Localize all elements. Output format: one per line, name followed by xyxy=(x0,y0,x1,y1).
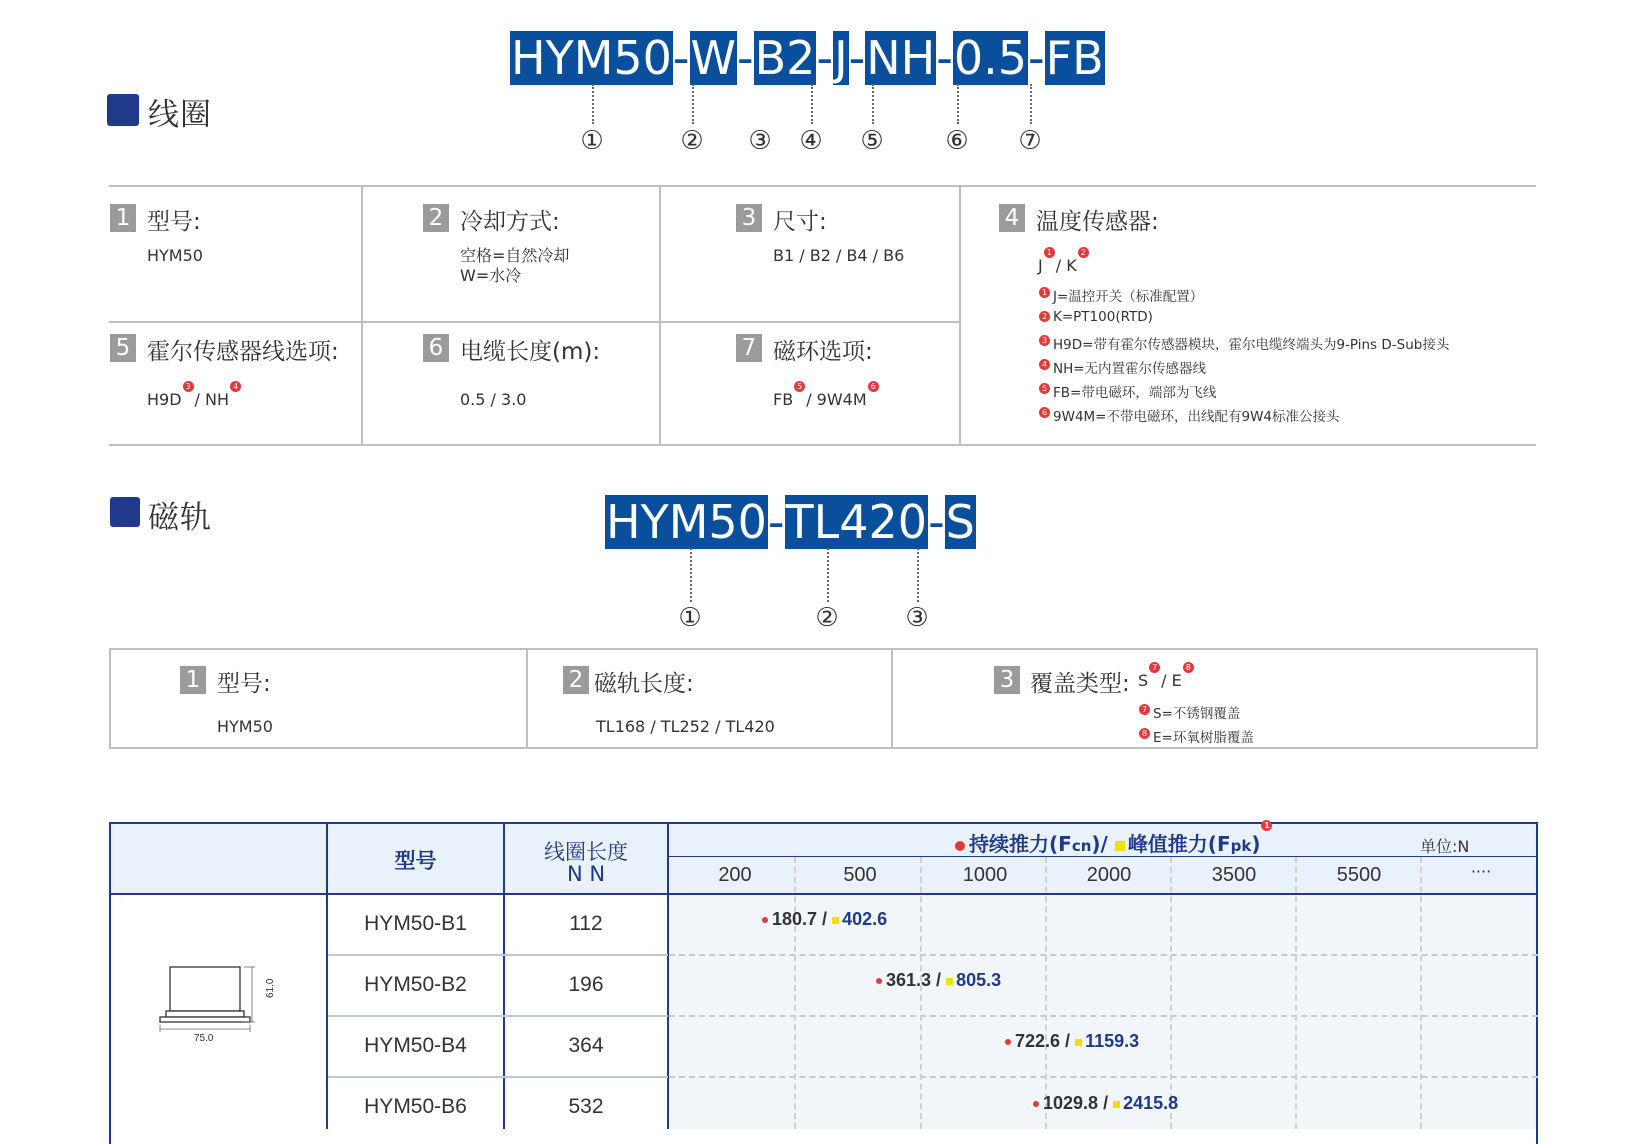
coil-callout-5: ⑤ xyxy=(860,126,884,156)
grid-row-line xyxy=(669,1076,1538,1078)
coil-note-3: 3 H9D=带有霍尔传感器模块，霍尔电缆终端头为9-Pins D-Sub接头 xyxy=(1038,333,1449,353)
row-1-model: HYM50-B1 xyxy=(364,912,467,935)
coil-code-seg-4: J xyxy=(834,31,848,85)
row-2-length: 196 xyxy=(568,973,604,996)
grid-col-line xyxy=(794,857,796,1129)
scale-500: 500 xyxy=(843,864,877,886)
scale-1000: 1000 xyxy=(962,864,1008,886)
coil-code-seg-6: 0.5 xyxy=(953,31,1028,85)
coil-note-6: 6 9W4M=不带电磁环，出线配有9W4标准公接头 xyxy=(1038,405,1340,425)
coil-note-4: 4 NH=无内置霍尔传感器线 xyxy=(1038,357,1206,377)
scale-2000: 2000 xyxy=(1086,864,1132,886)
row-sep xyxy=(328,954,668,956)
coil-table-top xyxy=(109,185,1536,187)
coil-callout-7: ⑦ xyxy=(1018,126,1042,156)
coil-code-seg-7: FB xyxy=(1045,31,1104,85)
rail-spec-3-badge: 3 xyxy=(994,666,1020,694)
coil-spec-6-badge: 6 xyxy=(423,334,449,362)
coil-leader-6 xyxy=(957,84,959,124)
note-marker: 7 xyxy=(1149,662,1160,673)
rail-leader-2 xyxy=(827,548,829,602)
coil-cross-section-drawing xyxy=(160,950,276,1044)
rail-leader-3 xyxy=(917,548,919,602)
coil-section-title: 线圈 xyxy=(148,97,212,133)
coil-spec-5-badge: 5 xyxy=(110,334,136,362)
row-sep xyxy=(328,1015,668,1017)
scale-more: ···· xyxy=(1470,862,1492,881)
unit-label: 单位:N xyxy=(1420,837,1470,856)
rail-note-7: 7 S=不锈钢覆盖 xyxy=(1138,702,1240,722)
scale-5500: 5500 xyxy=(1336,864,1382,886)
table-col-div-3 xyxy=(667,822,669,1129)
coil-spec-1-value: HYM50 xyxy=(147,246,203,265)
continuous-force-marker xyxy=(955,841,965,851)
coil-table-col-1 xyxy=(361,185,363,444)
coil-leader-5 xyxy=(872,84,874,124)
note-marker: 2 xyxy=(1078,247,1089,258)
rail-note-8: 8 E=环氧树脂覆盖 xyxy=(1138,726,1254,746)
rail-spec-3-value: S7/ E8 xyxy=(1138,670,1195,691)
row-3-model: HYM50-B4 xyxy=(364,1034,467,1057)
coil-leader-2 xyxy=(692,84,694,124)
header-model: 型号 xyxy=(394,849,437,873)
coil-callout-3: ③ xyxy=(748,126,772,156)
row-4-length: 532 xyxy=(568,1095,604,1118)
grid-col-line xyxy=(920,857,922,1129)
note-marker: 1 xyxy=(1261,820,1272,831)
coil-spec-4-label: 温度传感器: xyxy=(1036,209,1159,235)
rail-spec-2-badge: 2 xyxy=(563,666,589,694)
coil-note-1: 1 J=温控开关（标准配置） xyxy=(1038,285,1203,305)
row-2-model: HYM50-B2 xyxy=(364,973,467,996)
coil-code-seg-2: W xyxy=(690,31,737,85)
peak-force-marker xyxy=(1115,841,1125,851)
drawing-width-dim: 75.0 xyxy=(194,1033,214,1044)
coil-table-col-3 xyxy=(959,185,961,444)
row-sep xyxy=(328,1076,668,1078)
coil-spec-7-value: FB5/ 9W4M6 xyxy=(773,389,880,410)
coil-note-5: 5 FB=带电磁环，端部为飞线 xyxy=(1038,381,1216,401)
coil-spec-6-value: 0.5 / 3.0 xyxy=(460,390,527,409)
coil-table-mid xyxy=(109,321,961,323)
coil-spec-7-label: 磁环选项: xyxy=(773,339,873,365)
coil-leader-7 xyxy=(1030,84,1032,124)
rail-leader-1 xyxy=(690,548,692,602)
coil-spec-1-label: 型号: xyxy=(147,209,201,235)
grid-row-line xyxy=(669,1015,1538,1017)
scale-3500: 3500 xyxy=(1211,864,1257,886)
rail-spec-table xyxy=(109,648,1538,749)
coil-spec-1-badge: 1 xyxy=(110,204,136,232)
rail-table-col-2 xyxy=(891,648,893,749)
rail-spec-2-label: 磁轨长度: xyxy=(594,671,694,697)
rail-code-seg-3: S xyxy=(945,495,975,549)
coil-note-2: 2 K=PT100(RTD) xyxy=(1038,309,1153,325)
grid-col-line xyxy=(1170,857,1172,1129)
note-marker: 5 xyxy=(794,381,805,392)
coil-spec-2-value-2: W=水冷 xyxy=(460,266,522,285)
coil-code-seg-1: HYM50 xyxy=(511,31,672,85)
coil-leader-1 xyxy=(592,84,594,124)
row-1-force: 180.7 / 402.6 xyxy=(762,909,887,930)
coil-spec-2-label: 冷却方式: xyxy=(460,209,560,235)
force-legend: 持续推力(Fcn)/ 峰值推力(Fpk)1 xyxy=(955,828,1273,857)
rail-model-code: HYM50-TL420-S xyxy=(606,495,975,549)
row-4-force: 1029.8 / 2415.8 xyxy=(1033,1093,1178,1114)
rail-code-seg-2: TL420 xyxy=(785,495,928,549)
rail-code-seg-1: HYM50 xyxy=(606,495,767,549)
header-coil-length: 线圈长度 xyxy=(544,840,628,864)
rail-spec-1-label: 型号: xyxy=(217,671,271,697)
coil-code-seg-5: NH xyxy=(866,31,936,85)
row-3-force: 722.6 / 1159.3 xyxy=(1005,1031,1139,1052)
coil-leader-4 xyxy=(811,84,813,124)
coil-table-bottom xyxy=(109,444,1536,446)
coil-callout-6: ⑥ xyxy=(945,126,969,156)
drawing-height-dim: 61.0 xyxy=(265,978,276,998)
header-coil-length-unit: N N xyxy=(566,862,606,886)
coil-callout-2: ② xyxy=(680,126,704,156)
rail-spec-1-badge: 1 xyxy=(180,666,206,694)
note-marker: 6 xyxy=(868,381,879,392)
row-4-model: HYM50-B6 xyxy=(364,1095,467,1118)
coil-code-seg-3: B2 xyxy=(754,31,816,85)
coil-spec-3-badge: 3 xyxy=(736,204,762,232)
coil-table-col-2 xyxy=(659,185,661,444)
note-marker: 3 xyxy=(183,381,194,392)
coil-spec-3-value: B1 / B2 / B4 / B6 xyxy=(773,246,905,265)
grid-row-line xyxy=(669,954,1538,956)
coil-section-icon xyxy=(107,94,139,126)
coil-callout-4: ④ xyxy=(799,126,823,156)
scale-200: 200 xyxy=(718,864,752,886)
note-marker: 1 xyxy=(1044,247,1055,258)
rail-section-title: 磁轨 xyxy=(148,500,212,536)
rail-spec-1-value: HYM50 xyxy=(217,717,273,736)
table-header-divider xyxy=(109,893,1538,895)
rail-callout-2: ② xyxy=(815,603,839,633)
coil-spec-6-label: 电缆长度(m): xyxy=(460,339,601,365)
coil-model-code: HYM50-W-B2-J-NH-0.5-FB xyxy=(511,31,1104,85)
coil-spec-4-badge: 4 xyxy=(999,204,1025,232)
coil-spec-5-value: H9D3/ NH4 xyxy=(147,389,242,410)
grid-col-line xyxy=(1420,857,1422,1129)
rail-spec-3-label: 覆盖类型: xyxy=(1030,671,1130,697)
rail-section-icon xyxy=(110,497,140,527)
coil-spec-3-label: 尺寸: xyxy=(773,209,827,235)
grid-col-line xyxy=(1045,857,1047,1129)
row-1-length: 112 xyxy=(569,912,603,935)
coil-spec-2-value-1: 空格=自然冷却 xyxy=(460,246,570,265)
rail-spec-2-value: TL168 / TL252 / TL420 xyxy=(596,717,775,736)
rail-callout-3: ③ xyxy=(905,603,929,633)
coil-callout-1: ① xyxy=(580,126,604,156)
coil-spec-2-badge: 2 xyxy=(423,204,449,232)
coil-spec-4-value: J1/ K2 xyxy=(1038,255,1090,276)
coil-spec-5-label: 霍尔传感器线选项: xyxy=(147,339,339,365)
row-3-length: 364 xyxy=(568,1034,604,1057)
rail-table-col-1 xyxy=(526,648,528,749)
rail-callout-1: ① xyxy=(678,603,702,633)
note-marker: 8 xyxy=(1183,662,1194,673)
row-2-force: 361.3 / 805.3 xyxy=(876,970,1001,991)
note-marker: 4 xyxy=(230,381,241,392)
coil-spec-7-badge: 7 xyxy=(736,334,762,362)
grid-col-line xyxy=(1295,857,1297,1129)
